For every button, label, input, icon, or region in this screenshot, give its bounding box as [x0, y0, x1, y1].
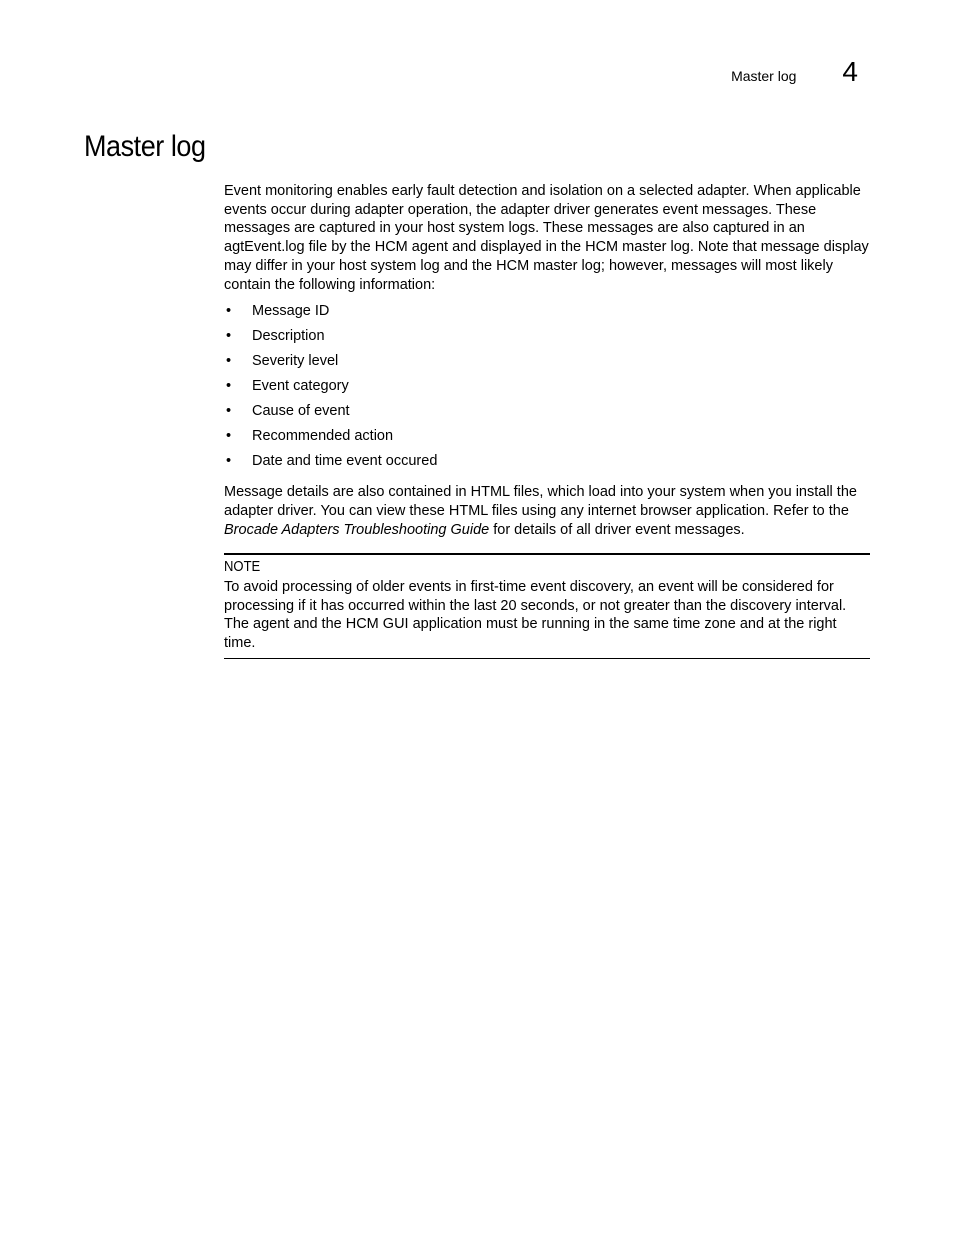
- details-paragraph: Message details are also contained in HTML files, which load into your system when you install the adapter driver. You can view these HTML files using any internet browser application. Refer to the Brocade Adapters Troubleshooting Guide for details of all driver event messages.: [224, 484, 857, 538]
- list-item: • Cause of event: [226, 403, 350, 420]
- bullet-icon: •: [226, 328, 232, 345]
- main-content: [224, 182, 870, 659]
- note-label: NOTE: [224, 559, 261, 576]
- bullet-icon: •: [226, 378, 232, 395]
- list-item: • Severity level: [226, 353, 339, 370]
- bullet-icon: •: [226, 453, 232, 470]
- page-title: Master log: [84, 130, 206, 163]
- bullet-icon: •: [226, 428, 232, 445]
- list-item: • Message ID: [226, 303, 330, 320]
- list-item: • Event category: [226, 378, 349, 395]
- chapter-number: 4: [842, 56, 858, 87]
- list-item: • Description: [226, 328, 325, 345]
- bullet-list: [224, 302, 870, 477]
- bullet-icon: •: [226, 353, 232, 370]
- list-item: • Recommended action: [226, 428, 394, 445]
- note-text: To avoid processing of older events in first-time event discovery, an event will be considered for processing if it has occurred within the last 20 seconds, or not greater than the discovery interval. The agent and the HCM GUI application must be running in the same time zone and at the right time.: [224, 579, 847, 652]
- bullet-icon: •: [226, 403, 232, 420]
- list-item: • Date and time event occured: [226, 453, 438, 470]
- bullet-icon: •: [226, 303, 232, 320]
- running-header-title: Master log: [731, 68, 797, 84]
- intro-paragraph: Event monitoring enables early fault detection and isolation on a selected adapter. When applicable events occur during adapter operation, the adapter driver generates event messages. These messages are captured in your host system logs. These messages are also captured in an agtEvent.log file by the HCM agent and displayed in the HCM master log. Note that message display may differ in your host system log and the HCM master log; however, messages will most likely contain the following information:: [224, 183, 869, 293]
- running-header: [731, 58, 858, 86]
- guide-title: Brocade Adapters Troubleshooting Guide: [224, 521, 490, 538]
- note-box: [224, 553, 870, 659]
